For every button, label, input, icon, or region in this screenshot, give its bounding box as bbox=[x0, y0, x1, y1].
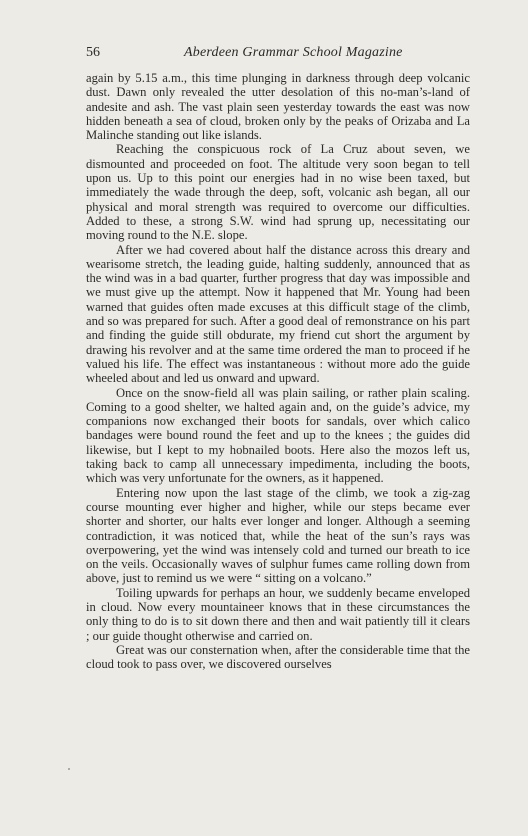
paragraph: Reaching the conspicuous rock of La Cruz about seven, we dismounted and proceeded on foot. The altitude very soon began to tell upon us. Up to this point our energies had in no wise been taxed, but immediately the wade through the deep, soft, volcanic ash began, all our physical and moral strength was required to overcome our difficulties. Added to these, a strong S.W. wind had sprung up, necessitating our moving round to the N.E. slope. bbox=[86, 142, 470, 243]
paper-speck bbox=[68, 768, 70, 770]
paragraph: Toiling upwards for perhaps an hour, we suddenly became enveloped in cloud. Now every mountaineer knows that in these circumstances the only thing to do is to sit down there and then and wait patiently till it clears ; our guide thought otherwise and carried on. bbox=[86, 585, 470, 643]
journal-title: Aberdeen Grammar School Magazine bbox=[184, 45, 403, 60]
paragraph-continued: again by 5.15 a.m., this time plunging in darkness through deep volcanic dust. Dawn only revealed the utter desolation of this no-man’s-land of andesite and ash. The vast plain seen yesterday towards the east was now hidden beneath a sea of cloud, broken only by the peaks of Orizaba and La Malinche standing out like islands. bbox=[86, 71, 470, 143]
page-number: 56 bbox=[86, 45, 100, 60]
paragraph: Once on the snow-field all was plain sailing, or rather plain scaling. Coming to a good shelter, we halted again and, on the guide’s advice, my companions now exchanged their boots for sandals, over which calico bandages were bound round the feet and up to the knees ; the guides did likewise, but I kept to my hobnailed boots. Here also the mozos left us, taking back to camp all unnecessary impedimenta, including the boots, which was very unfortunate for the owners, as it happened. bbox=[86, 385, 470, 486]
paragraph: Entering now upon the last stage of the climb, we took a zig-zag course mounting ever higher and higher, while our steps became ever shorter and shorter, our halts ever longer and longer. Although a seeming contradiction, it was noticed that, while the heat of the sun’s rays was overpowering, yet the wind was intensely cold and turned our breath to ice on the veils. Occasionally waves of sulphur fumes came rolling down from above, just to remind us we were “ sitting on a volcano.” bbox=[86, 485, 470, 586]
paragraph: Great was our consternation when, after the considerable time that the cloud took to pass over, we discovered ourselves bbox=[86, 642, 470, 672]
paragraph: After we had covered about half the distance across this dreary and wearisome stretch, the leading guide, halting suddenly, announced that as the wind was in a bad quarter, further progress that day was impossible and we must give up the attempt. Now it happened that Mr. Young had been warned that guides often made excuses at this difficult stage of the climb, and so was prepared for such. After a good deal of remonstrance on his part and finding the guide still obdurate, my friend cut short the argument by drawing his revolver and at the same time ordered the man to proceed if he valued his life. The effect was instantaneous : without more ado the guide wheeled about and led us onward and upward. bbox=[86, 242, 470, 386]
article-body bbox=[86, 71, 470, 671]
running-head bbox=[86, 44, 470, 62]
